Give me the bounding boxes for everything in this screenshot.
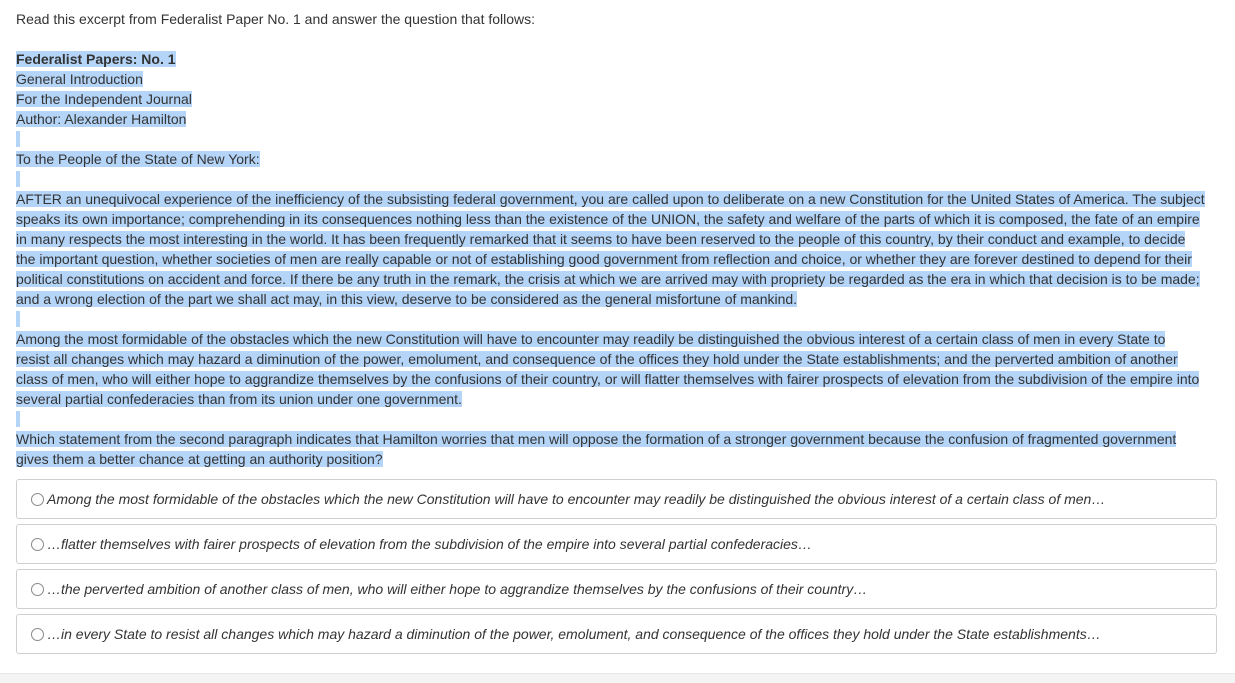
paragraph-line: the important question, whether societies of men are really capable or not of establishing good government from reflection and choice, or whether they are forever destined to depend for their (16, 251, 1192, 267)
excerpt-publication: For the Independent Journal (16, 91, 192, 107)
paragraph-line: Among the most formidable of the obstacles which the new Constitution will have to encounter may readily be distinguished the obvious interest of a certain class of men in every State to (16, 331, 1166, 347)
answer-option-4[interactable] (16, 614, 1217, 654)
answer-option-3[interactable] (16, 569, 1217, 609)
excerpt-author: Author: Alexander Hamilton (16, 111, 187, 127)
paragraph-line: in many respects the most interesting in the world. It has been frequently remarked that it seems to have been reserved to the people of this country, by their conduct and example, to decide (16, 231, 1186, 247)
radio-button[interactable] (31, 628, 44, 641)
paragraph-line: resist all changes which may hazard a diminution of the power, emolument, and consequence of the offices they hold under the State establishments; and the perverted ambition of another (16, 351, 1178, 367)
paragraph-line: political constitutions on accident and force. If there be any truth in the remark, the crisis at which we are arrived may with propriety be regarded as the era in which that decision is to be made; (16, 271, 1200, 287)
paragraph-line: and a wrong election of the part we shall act may, in this view, deserve to be considered as the general misfortune of mankind. (16, 291, 798, 307)
paragraph-line: speaks its own importance; comprehending in its consequences nothing less than the existence of the UNION, the safety and welfare of the parts of which it is composed, the fate of an empire (16, 211, 1200, 227)
option-label: …in every State to resist all changes which may hazard a diminution of the power, emolument, and consequence of the offices they hold under the State establishments… (47, 626, 1101, 642)
option-label: Among the most formidable of the obstacles which the new Constitution will have to encounter may readily be distinguished the obvious interest of a certain class of men… (47, 491, 1106, 507)
excerpt-header (16, 49, 1219, 129)
answer-option-2[interactable] (16, 524, 1217, 564)
excerpt-title: Federalist Papers: No. 1 (16, 51, 176, 67)
radio-button[interactable] (31, 493, 44, 506)
question-prompt (16, 429, 1219, 469)
radio-button[interactable] (31, 538, 44, 551)
paragraph-line: several partial confederacies than from its union under one government. (16, 391, 462, 407)
option-label: …the perverted ambition of another class of men, who will either hope to aggrandize themselves by the confusions of their country… (47, 581, 868, 597)
instructions: Read this excerpt from Federalist Paper No. 1 and answer the question that follows: (16, 11, 536, 27)
answer-option-1[interactable] (16, 479, 1217, 519)
question-line: Which statement from the second paragraph indicates that Hamilton worries that men will oppose the formation of a stronger government because the confusion of fragmented government (16, 431, 1177, 447)
question-line: gives them a better chance at getting an authority position? (16, 451, 383, 467)
excerpt-paragraph-1 (16, 189, 1219, 309)
answer-options (16, 479, 1217, 659)
paragraph-line: class of men, who will either hope to aggrandize themselves by the confusions of their country, or will flatter themselves with fairer prospects of elevation from the subdivision of the empire into (16, 371, 1200, 387)
radio-button[interactable] (31, 583, 44, 596)
question-content (16, 0, 1219, 469)
excerpt-paragraph-2 (16, 329, 1219, 409)
paragraph-line: AFTER an unequivocal experience of the inefficiency of the subsisting federal government, you are called upon to deliberate on a new Constitution for the United States of America. The subject (16, 191, 1205, 207)
salutation: To the People of the State of New York: (16, 151, 260, 167)
option-label: …flatter themselves with fairer prospects of elevation from the subdivision of the empire into several partial confederacies… (47, 536, 812, 552)
excerpt-subtitle: General Introduction (16, 71, 143, 87)
